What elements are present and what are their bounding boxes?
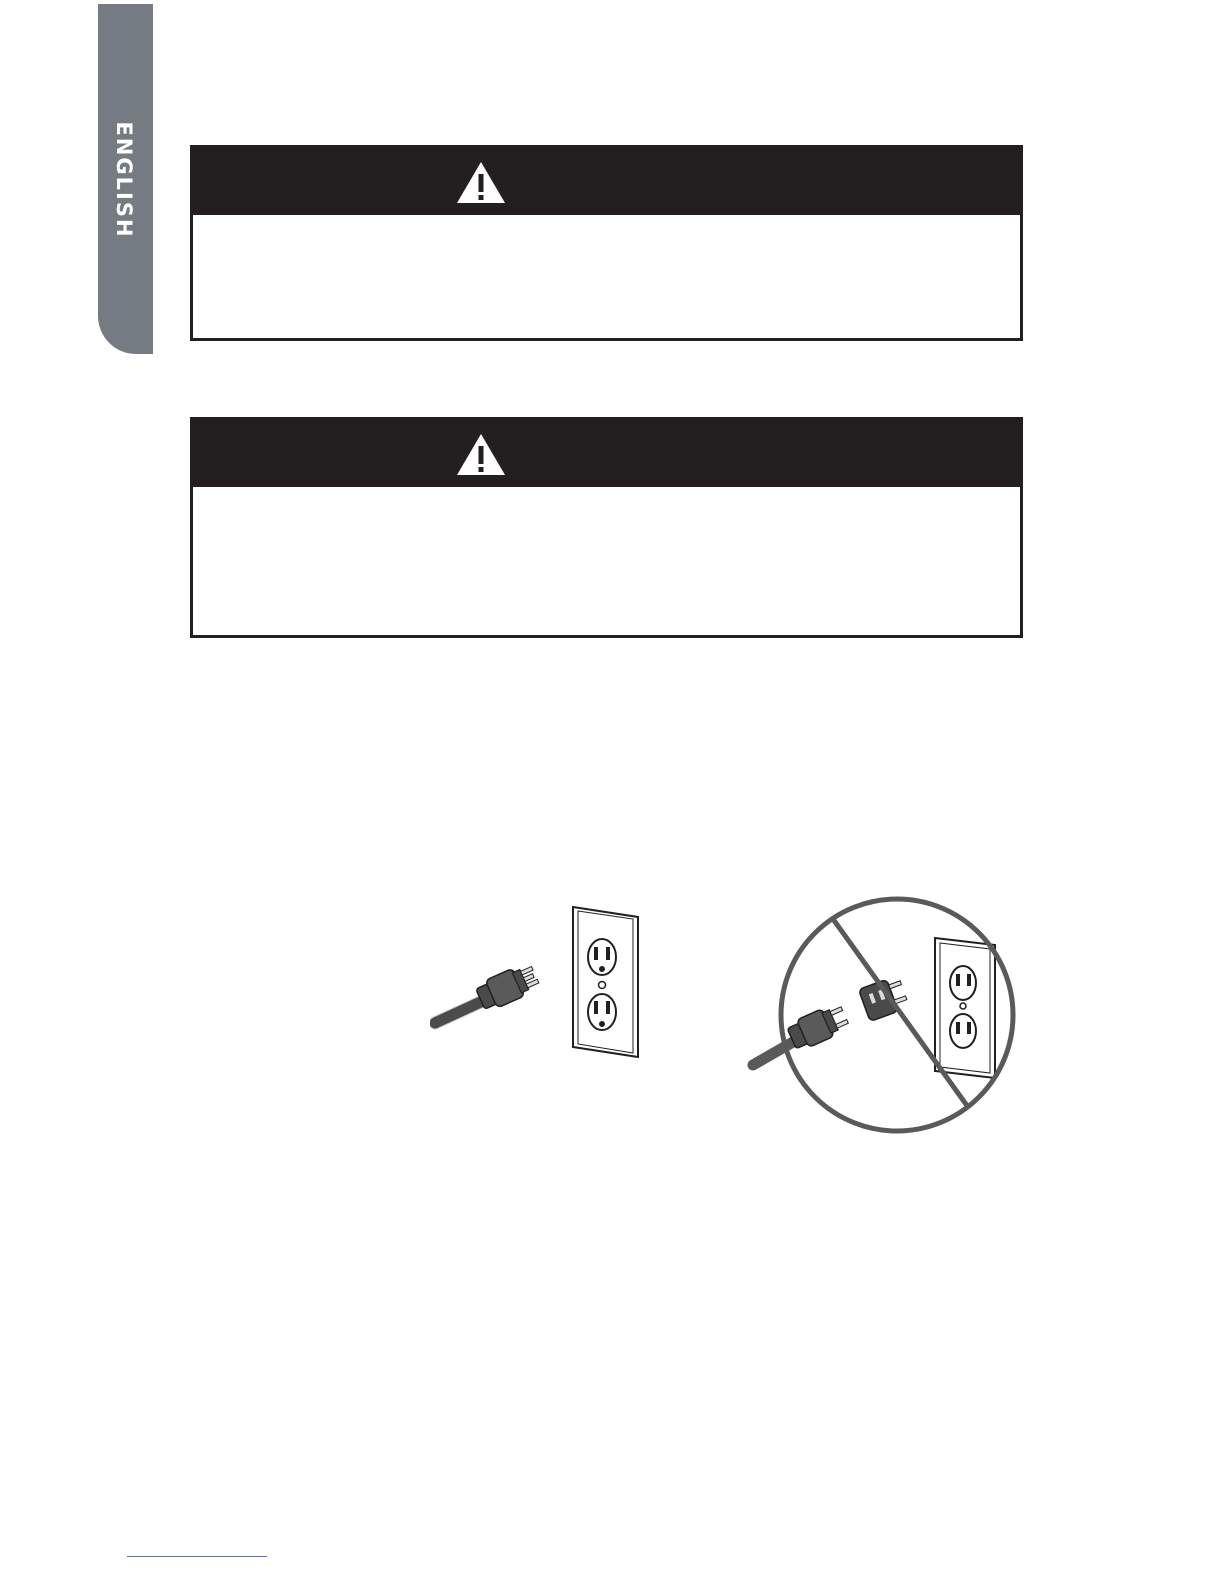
warning-triangle-icon: [456, 161, 506, 204]
warning-triangle-icon: [456, 433, 506, 476]
warning-header: [193, 420, 1020, 487]
footer-rule: [127, 1556, 267, 1557]
prohibited-adapter-plug-icon: [745, 893, 1025, 1138]
language-tab-label: ENGLISH: [112, 121, 136, 239]
warning-box-1: [190, 145, 1023, 341]
warning-header: [193, 148, 1020, 215]
three-prong-plug-and-outlet-icon: [430, 905, 645, 1060]
warning-text: [193, 215, 1020, 235]
warning-box-2: [190, 417, 1023, 638]
warning-text: [193, 487, 1020, 507]
